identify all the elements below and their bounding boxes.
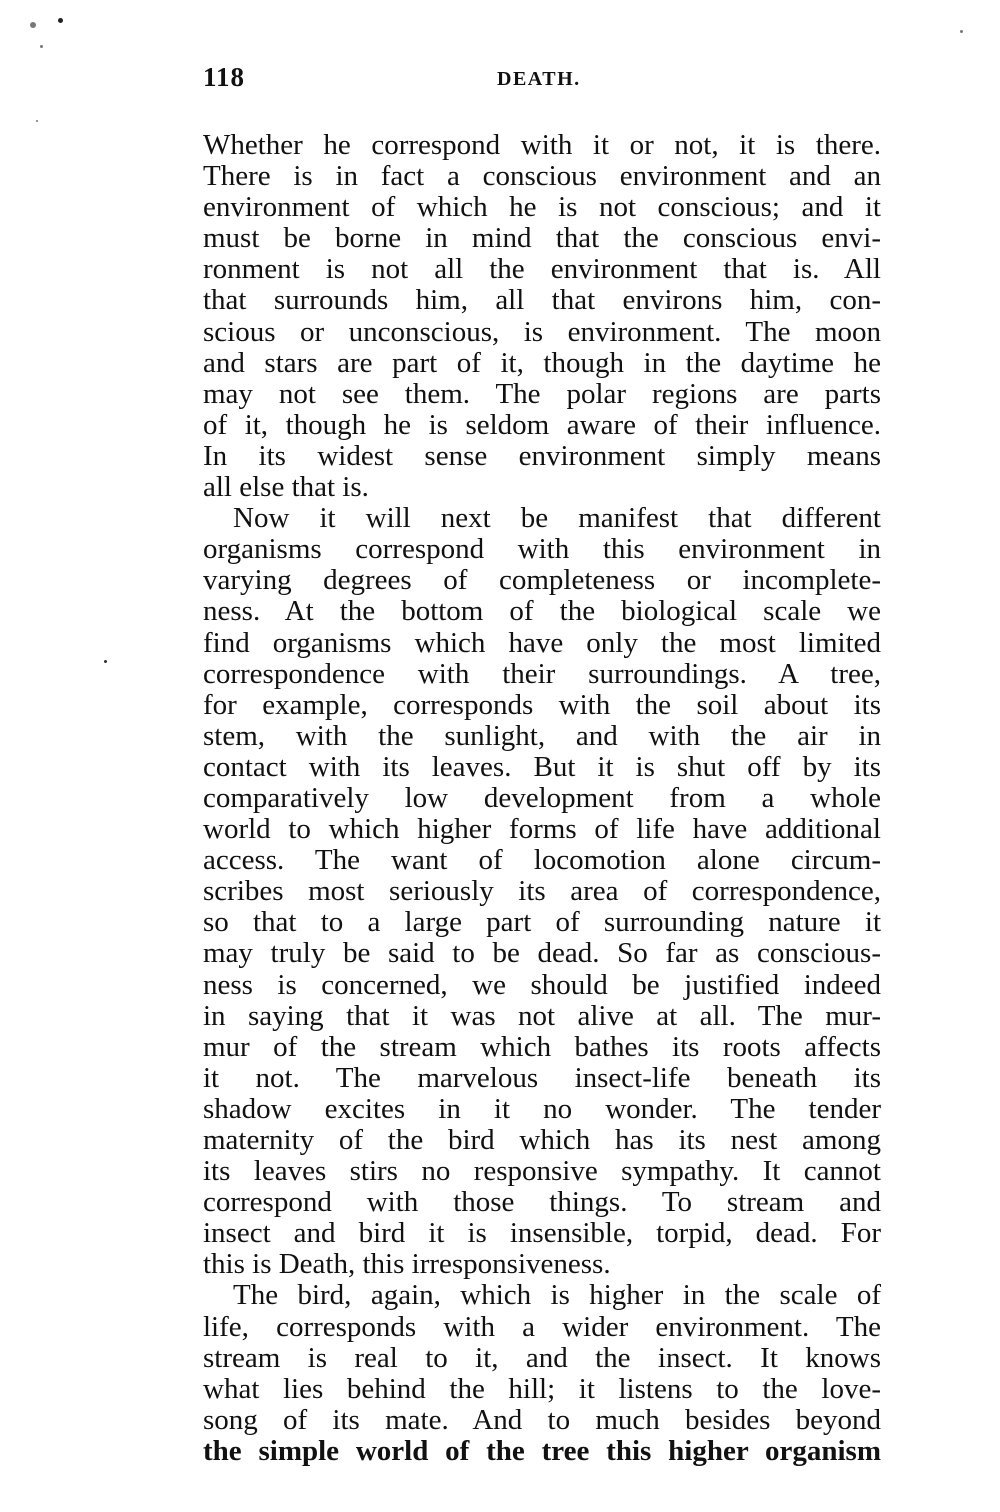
text-line: There is in fact a conscious environment and an [203,160,881,193]
scan-speckle [36,120,38,122]
text-line: Now it will next be manifest that different [233,502,881,535]
text-line: life, corresponds with a wider environment. The [203,1310,881,1343]
text-line: mur of the stream which bathes its roots affects [203,1030,881,1063]
text-line: may truly be said to be dead. So far as conscious- [203,937,881,970]
text-line: ness is concerned, we should be justified indeed [203,968,881,1001]
text-line: shadow excites in it no wonder. The tender [203,1092,881,1125]
text-line: of it, though he is seldom aware of their influence. [203,408,881,441]
page-number: 118 [203,62,246,92]
text-line: world to which higher forms of life have additional [203,813,881,846]
text-line: all else that is. [203,471,369,504]
text-line: and stars are part of it, though in the daytime he [203,346,881,379]
text-line: maternity of the bird which has its nest among [203,1124,881,1156]
text-line: ronment is not all the environment that is. All [203,253,881,286]
text-line: In its widest sense environment simply means [203,439,881,472]
text-line: Whether he correspond with it or not, it is there. [203,129,881,161]
text-line: it not. The marvelous insect-life beneath its [203,1061,881,1094]
text-line: scribes most seriously its area of correspondence, [203,875,881,908]
text-line: what lies behind the hill; it listens to the love- [203,1372,881,1405]
scan-speckle [104,660,107,663]
text-line: may not see them. The polar regions are parts [203,377,881,410]
scan-speckle [58,18,63,23]
text-line: scious or unconscious, is environment. The moon [203,315,881,348]
scan-speckle [960,30,963,33]
scan-speckle [30,22,36,28]
text-line: find organisms which have only the most limited [203,626,881,659]
text-line: for example, corresponds with the soil about its [203,688,881,721]
text-line: its leaves stirs no responsive sympathy. It cannot [203,1155,881,1188]
text-line: that surrounds him, all that environs him, con- [203,284,881,317]
text-line: comparatively low development from a whole [203,781,881,814]
text-line: varying degrees of completeness or incomplete- [203,564,881,597]
text-line: the simple world of the tree this higher organism [203,1434,881,1467]
text-line: in saying that it was not alive at all. The mur- [203,999,881,1032]
text-line: stream is real to it, and the insect. It knows [203,1341,881,1374]
text-line: contact with its leaves. But it is shut off by its [203,750,881,783]
text-line: ness. At the bottom of the biological scale we [203,595,881,628]
text-line: access. The want of locomotion alone circum- [203,844,881,877]
text-line: must be borne in mind that the conscious envi- [203,222,881,255]
text-line: stem, with the sunlight, and with the air in [203,719,881,752]
text-line: environment of which he is not conscious; and it [203,191,881,224]
text-line: correspond with those things. To stream and [203,1186,881,1219]
text-line: The bird, again, which is higher in the scale of [233,1279,881,1312]
text-line: this is Death, this irresponsiveness. [203,1248,611,1281]
text-line: so that to a large part of surrounding nature it [203,906,881,939]
body-text [203,130,881,1467]
text-line: correspondence with their surroundings. A tree, [203,657,881,690]
text-line: organisms correspond with this environment in [203,533,881,566]
text-line: song of its mate. And to much besides beyond [203,1403,881,1436]
scan-speckle [40,45,43,48]
running-head: DEATH. [497,68,581,90]
text-line: insect and bird it is insensible, torpid, dead. For [203,1217,881,1250]
